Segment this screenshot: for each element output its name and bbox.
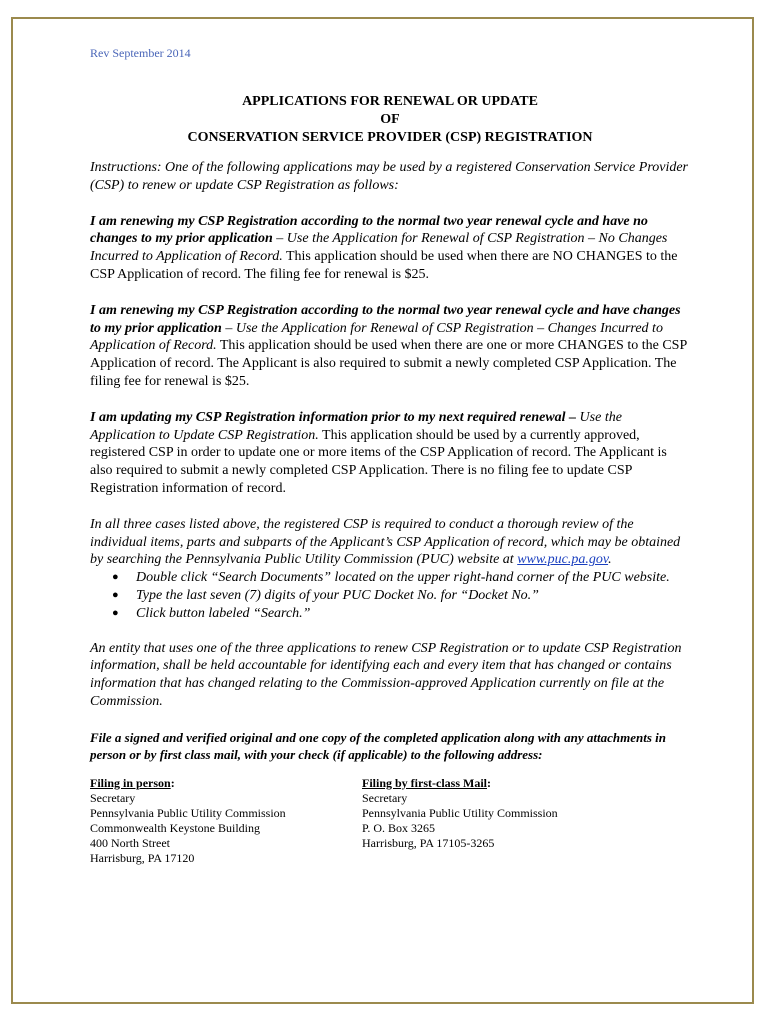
title-line-1: APPLICATIONS FOR RENEWAL OR UPDATE bbox=[242, 94, 538, 109]
mail-heading: Filing by first-class Mail bbox=[362, 775, 487, 790]
review-paragraph: In all three cases listed above, the registered CSP is required to conduct a thorough review of the individual items, parts and subparts of the Applicant’s CSP Application of record, which may be obtained by searching the Pennsylvania Public Utility Commission (PUC) website at www.puc.pa.gov. bbox=[90, 516, 681, 568]
title-line-3: CONSERVATION SERVICE PROVIDER (CSP) REGISTRATION bbox=[187, 130, 593, 145]
renewal-no-changes-paragraph: I am renewing my CSP Registration according to the normal two year renewal cycle and have no changes to my prior application – Use the Application for Renewal of CSP Registration – No Changes Incurred to Application of Record. This application should be used when there are NO CHANGES to the CSP Application of record. The filing fee for renewal is $25. bbox=[90, 213, 678, 282]
bullet-icon: ● bbox=[112, 571, 119, 584]
update-registration-paragraph: I am updating my CSP Registration information prior to my next required renewal – Use the Application to Update CSP Registration. This application should be used by a currently approved, registered CSP in order to update one or more items of the CSP Application of record. The Applicant is also required to submit a newly completed CSP Application. There is no filing fee to update CSP Registration information of record. bbox=[90, 409, 667, 496]
addresses bbox=[90, 776, 690, 866]
bullet-icon: ● bbox=[112, 588, 119, 601]
in-person-address: Filing in person: Secretary Pennsylvania Public Utility Commission Commonwealth Keystone Building 400 North Street Harrisburg, PA 17120 bbox=[90, 775, 286, 865]
option2-heading: I am renewing my CSP Registration according to the normal two year renewal cycle and have changes to my prior application bbox=[90, 302, 681, 336]
renewal-with-changes-paragraph: I am renewing my CSP Registration according to the normal two year renewal cycle and have changes to my prior application – Use the Application for Renewal of CSP Registration – Changes Incurred to Application of Record. This application should be used when there are one or more CHANGES to the CSP Application of record. The Applicant is also required to submit a newly completed CSP Application. The filing fee for renewal is $25. bbox=[90, 302, 687, 389]
bullet-icon: ● bbox=[112, 606, 119, 619]
option3-heading: I am updating my CSP Registration information prior to my next required renewal – bbox=[90, 409, 577, 425]
mail-address: Filing by first-class Mail: Secretary Pennsylvania Public Utility Commission P. O. Box 3265 Harrisburg, PA 17105-3265 bbox=[362, 775, 558, 850]
list-item: ● Type the last seven (7) digits of your PUC Docket No. for “Docket No.” bbox=[112, 587, 539, 603]
page-title bbox=[90, 93, 690, 147]
option1-heading: I am renewing my CSP Registration according to the normal two year renewal cycle and have no changes to my prior application bbox=[90, 213, 648, 247]
instructions-paragraph: Instructions: One of the following applications may be used by a registered Conservation Service Provider (CSP) to renew or update CSP Registration as follows: bbox=[90, 160, 689, 193]
accountability-paragraph: An entity that uses one of the three applications to renew CSP Registration or to update CSP Registration information, shall be held accountable for identifying each and every item that has changed or contains information that has changed relating to the Commission-approved Application currently on file at the Commission. bbox=[90, 640, 682, 709]
filing-instructions: File a signed and verified original and one copy of the completed application along with any attachments in person or by first class mail, with your check (if applicable) to the following address: bbox=[90, 729, 666, 763]
in-person-heading: Filing in person bbox=[90, 775, 171, 790]
document-body bbox=[90, 46, 690, 866]
title-line-2: OF bbox=[380, 112, 400, 127]
list-item: ● Click button labeled “Search.” bbox=[112, 605, 311, 621]
revision-date: Rev September 2014 bbox=[90, 46, 191, 60]
list-item: ● Double click “Search Documents” located on the upper right-hand corner of the PUC website. bbox=[112, 570, 670, 586]
puc-website-link[interactable]: www.puc.pa.gov bbox=[517, 552, 609, 568]
search-steps-list bbox=[90, 569, 690, 622]
